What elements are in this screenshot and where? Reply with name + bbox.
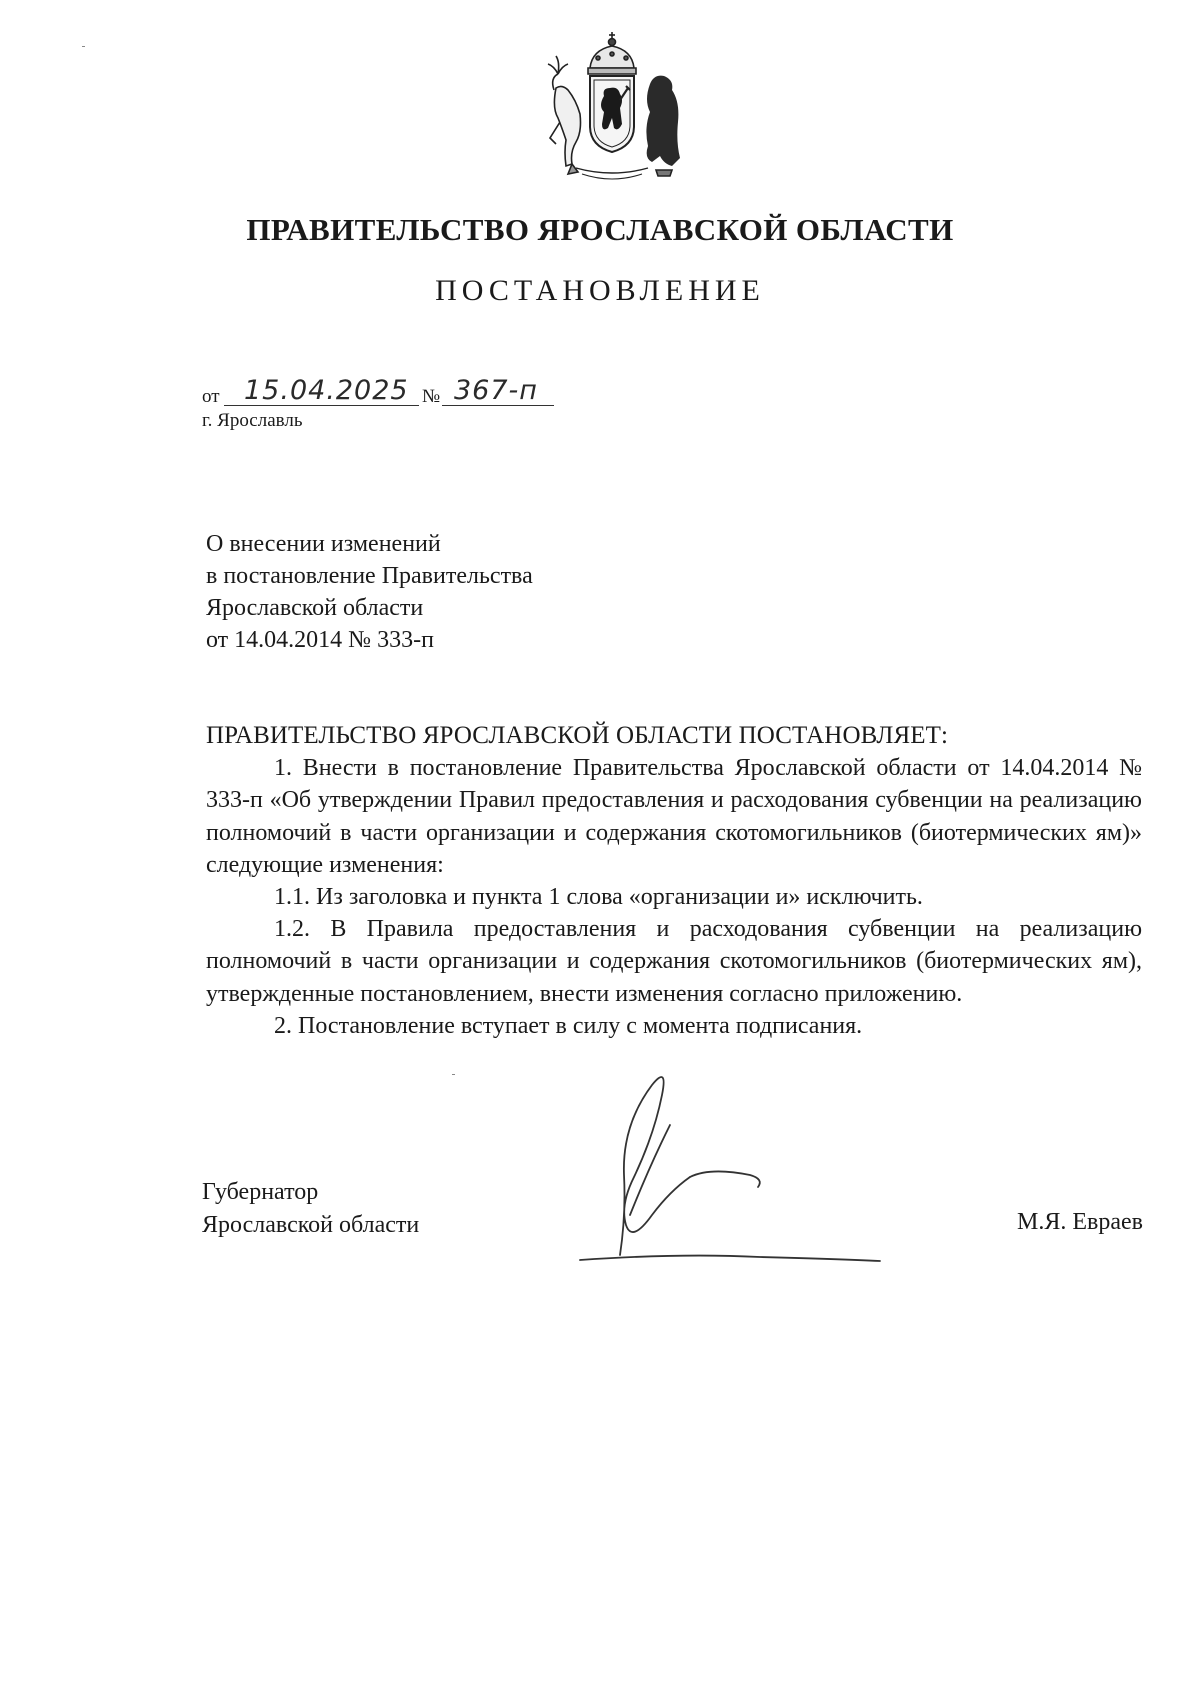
handwritten-signature bbox=[560, 1065, 970, 1285]
city-line: г. Ярославль bbox=[202, 410, 303, 431]
document-type: ПОСТАНОВЛЕНИЕ bbox=[435, 274, 765, 307]
subject-line: Ярославской области bbox=[206, 595, 424, 621]
decree-heading: ПРАВИТЕЛЬСТВО ЯРОСЛАВСКОЙ ОБЛАСТИ ПОСТАНОВЛЯЕТ: bbox=[206, 722, 949, 749]
paragraph-1-2: 1.2. В Правила предоставления и расходования субвенции на реализацию полномочий в части организации и содержания скотомогильников (биотермических ям), утвержденные постановлением, внести изменения согласно приложению. bbox=[206, 916, 1142, 1007]
document-subject bbox=[206, 528, 533, 656]
yaroslavl-coat-of-arms-icon bbox=[532, 28, 692, 188]
document-body bbox=[206, 720, 1142, 1042]
registration-line bbox=[202, 368, 562, 408]
handwritten-number: 367-п bbox=[454, 375, 538, 406]
from-label: от bbox=[202, 386, 220, 407]
subject-line: от 14.04.2014 № 333-п bbox=[206, 627, 434, 653]
subject-line: О внесении изменений bbox=[206, 531, 441, 557]
paragraph-2: 2. Постановление вступает в силу с момента подписания. bbox=[274, 1012, 863, 1039]
number-label: № bbox=[422, 386, 441, 407]
position-line: Ярославской области bbox=[202, 1212, 420, 1238]
organization-title: ПРАВИТЕЛЬСТВО ЯРОСЛАВСКОЙ ОБЛАСТИ bbox=[246, 212, 954, 247]
paragraph-1-1: 1.1. Из заголовка и пункта 1 слова «организации и» исключить. bbox=[274, 884, 923, 911]
signatory-name: М.Я. Евраев bbox=[1017, 1209, 1143, 1235]
position-line: Губернатор bbox=[202, 1179, 319, 1205]
signatory-position bbox=[202, 1176, 419, 1242]
handwritten-date: 15.04.2025 bbox=[244, 375, 409, 406]
scan-speck bbox=[452, 1074, 455, 1075]
paragraph-1: 1. Внести в постановление Правительства Ярославской области от 14.04.2014 № 333-п «Об утверждении Правил предоставления и расходования субвенции на реализацию полномочий в части организации и содержания скотомогильников (биотермических ям)» следующие изменения: bbox=[206, 755, 1142, 878]
subject-line: в постановление Правительства bbox=[206, 563, 533, 589]
scan-speck bbox=[82, 46, 85, 47]
